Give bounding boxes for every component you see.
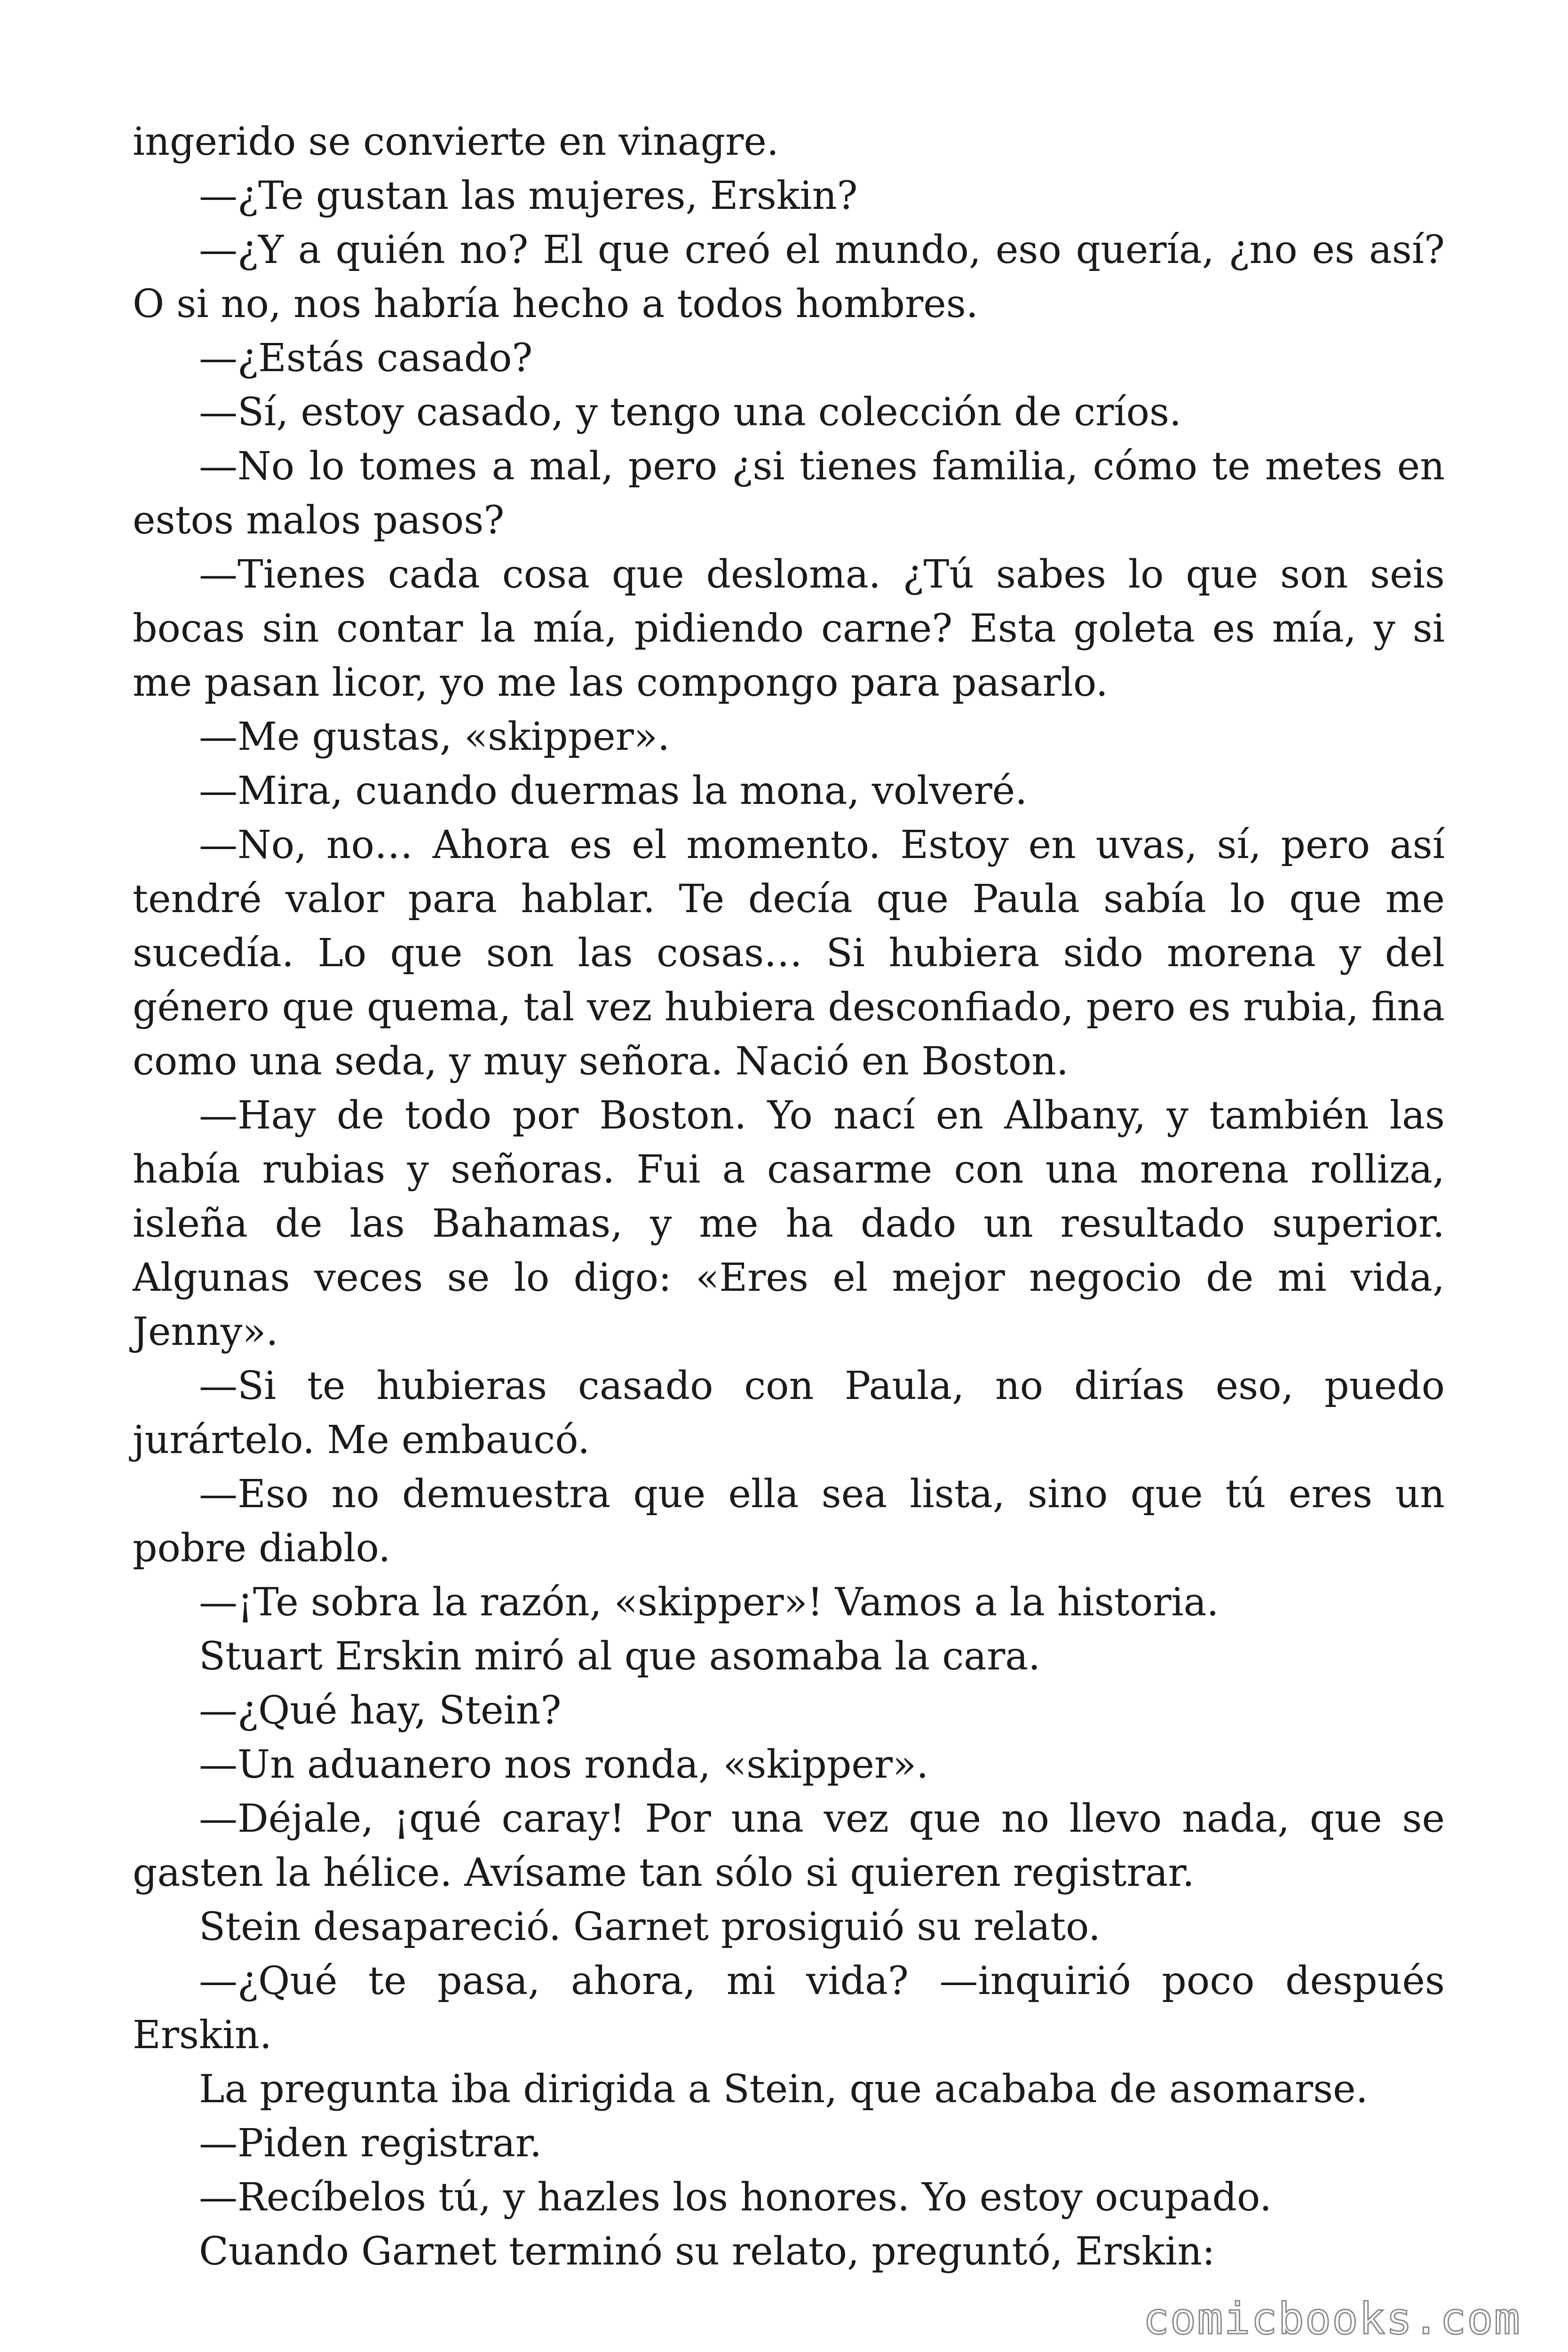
paragraph: —Eso no demuestra que ella sea lista, sino que tú eres un pobre diablo. — [133, 1472, 1445, 1571]
paragraph: —Hay de todo por Boston. Yo nací en Albany, y también las había rubias y señoras. Fui a casarme con una morena rolliza, isleña de las Bahamas, y me ha dado un resultado superior. Algunas veces se lo digo: «Eres el mejor negocio de mi vida, Jenny». — [133, 1093, 1445, 1354]
paragraph: —Tienes cada cosa que desloma. ¿Tú sabes lo que son seis bocas sin contar la mía, pidiendo carne? Esta goleta es mía, y si me pasan licor, yo me las compongo para pasarlo. — [133, 552, 1445, 705]
paragraph: Cuando Garnet terminó su relato, preguntó, Erskin: — [199, 2229, 1215, 2274]
paragraph-continuation: ingerido se convierte en vinagre. — [133, 119, 779, 164]
paragraph: La pregunta iba dirigida a Stein, que acababa de asomarse. — [199, 2067, 1368, 2112]
paragraph: —No lo tomes a mal, pero ¿si tienes familia, cómo te metes en estos malos pasos? — [133, 444, 1445, 543]
paragraph: —Piden registrar. — [199, 2121, 542, 2166]
paragraph: —Déjale, ¡qué caray! Por una vez que no llevo nada, que se gasten la hélice. Avísame tan sólo si quieren registrar. — [133, 1796, 1445, 1895]
paragraph: Stein desapareció. Garnet prosiguió su relato. — [199, 1905, 1101, 1949]
paragraph: —¿Qué hay, Stein? — [199, 1688, 562, 1733]
paragraph: —¿Qué te pasa, ahora, mi vida? —inquirió poco después Erskin. — [133, 1959, 1445, 2058]
paragraph: —Un aduanero nos ronda, «skipper». — [199, 1742, 929, 1787]
paragraph: —Mira, cuando duermas la mona, volveré. — [199, 769, 1028, 813]
paragraph: —No, no… Ahora es el momento. Estoy en uvas, sí, pero así tendré valor para hablar. Te decía que Paula sabía lo que me sucedía. Lo que son las cosas… Si hubiera sido morena y del género que quema, tal vez hubiera desconfiado, pero es rubia, fina como una seda, y muy señora. Nació en Boston. — [133, 823, 1445, 1084]
paragraph: —Si te hubieras casado con Paula, no dirías eso, puedo jurártelo. Me embaucó. — [133, 1364, 1445, 1462]
paragraph: Stuart Erskin miró al que asomaba la cara. — [199, 1634, 1041, 1679]
paragraph: —Recíbelos tú, y hazles los honores. Yo estoy ocupado. — [199, 2175, 1272, 2220]
paragraph: —¿Y a quién no? El que creó el mundo, eso quería, ¿no es así? O si no, nos habría hecho a todos hombres. — [133, 228, 1445, 326]
site-watermark: comicbooks.com — [1143, 2294, 1521, 2344]
paragraph: —¡Te sobra la razón, «skipper»! Vamos a la historia. — [199, 1580, 1219, 1625]
paragraph: —Sí, estoy casado, y tengo una colección de críos. — [199, 390, 1182, 435]
body-text — [133, 115, 1445, 2279]
paragraph: —Me gustas, «skipper». — [199, 715, 670, 759]
paragraph: —¿Te gustan las mujeres, Erskin? — [199, 174, 858, 218]
paragraph: —¿Estás casado? — [199, 336, 533, 381]
